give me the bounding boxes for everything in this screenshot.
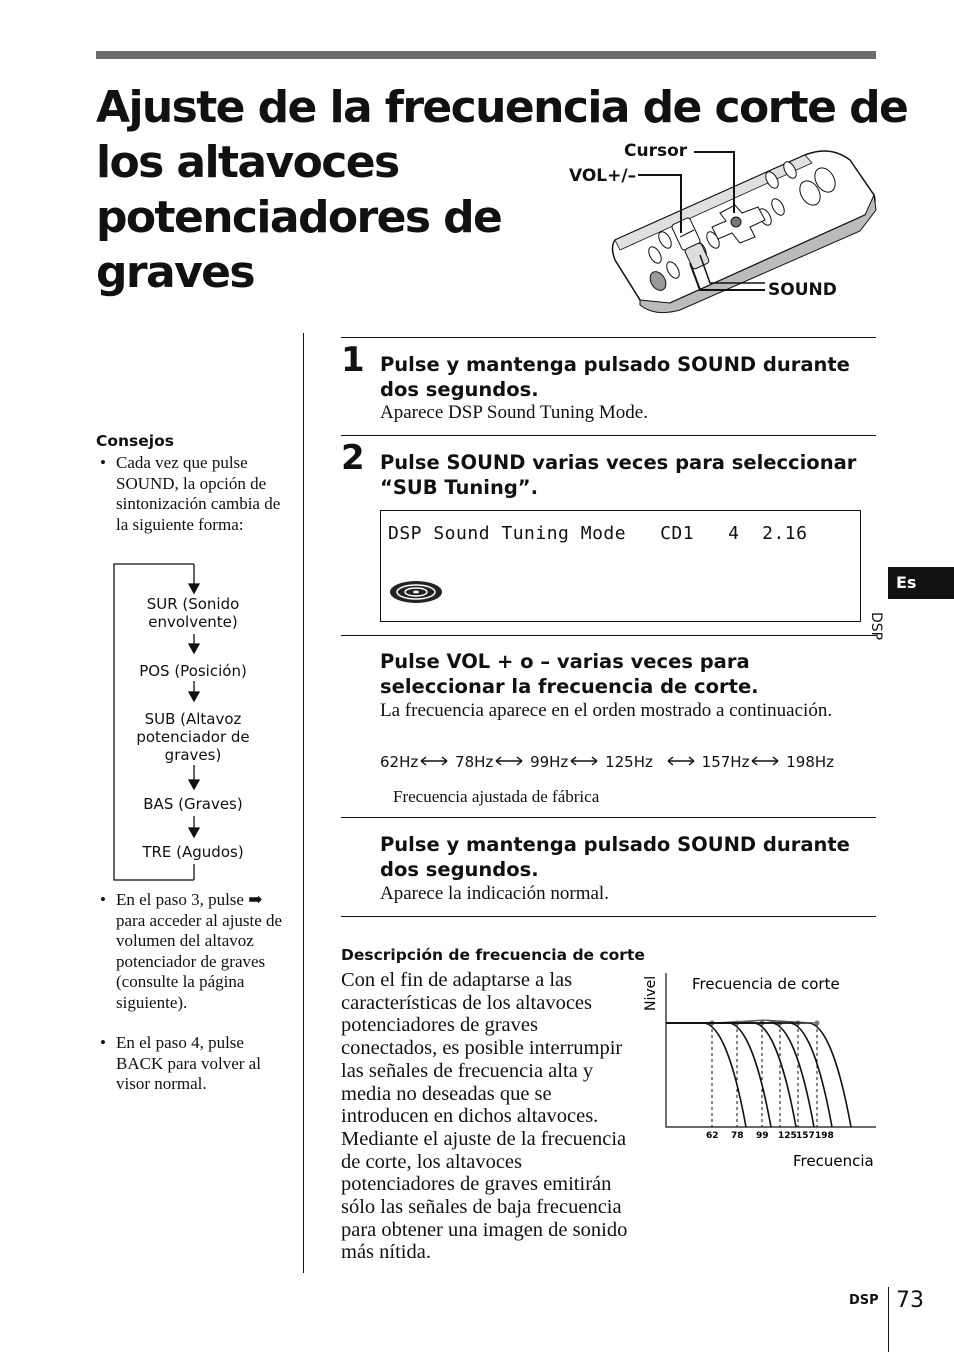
double-arrow-icon [420, 756, 448, 766]
lcd-display [380, 510, 861, 622]
vol-label: VOL+/– [569, 166, 637, 186]
double-arrow-icon [751, 756, 779, 766]
double-arrow-icon [570, 756, 598, 766]
chart-x-label: Frecuencia [793, 1152, 874, 1170]
step-1-rule [341, 337, 876, 338]
double-arrow-icon [667, 756, 695, 766]
tips-title: Consejos [96, 432, 174, 450]
tip-3 [100, 1033, 286, 1095]
step-end-rule [341, 916, 876, 917]
title-line-1: Ajuste de la frecuencia de corte de [96, 82, 908, 133]
page-number: 73 [896, 1288, 924, 1313]
x-tick-157: 157 [796, 1131, 815, 1141]
cutoff-frequency-chart [640, 965, 880, 1175]
flow-item-sur: SUR (Sonido envolvente) [146, 595, 240, 631]
cursor-label: Cursor [624, 141, 688, 161]
language-tab [888, 567, 954, 599]
lcd-display-text: DSP Sound Tuning Mode CD1 4 2.16 [388, 523, 808, 544]
flow-item-tre: TRE (Agudos) [142, 843, 244, 861]
cutoff-curve-78 [666, 1023, 771, 1127]
step-1-number: 1 [341, 340, 365, 380]
frequency-sequence [380, 752, 834, 771]
cutoff-curve-125 [666, 1023, 814, 1127]
freq-125: 125Hz [605, 752, 653, 771]
step-4-body: Aparece la indicación normal. [380, 883, 609, 904]
freq-78: 78Hz [455, 752, 494, 771]
tip-1 [100, 453, 286, 535]
x-tick-62: 62 [706, 1131, 719, 1141]
bullet: • [100, 453, 106, 472]
freq-198: 198Hz [786, 752, 835, 771]
language-tab-label: Es [896, 573, 917, 592]
x-tick-99: 99 [756, 1131, 769, 1141]
flow-item-pos: POS (Posición) [139, 662, 247, 680]
step-2-rule [341, 435, 876, 436]
disc-icon [388, 579, 444, 605]
cutoff-curve-198 [666, 1023, 851, 1127]
chart-y-label: Nivel [643, 975, 659, 1011]
flow-item-sub: SUB (Altavoz potenciador de graves) [136, 710, 250, 764]
step-4-heading: Pulse y mantenga pulsado SOUND durante dos segundos. [380, 833, 850, 881]
freq-62: 62Hz [380, 752, 419, 771]
factory-default-note: Frecuencia ajustada de fábrica [393, 787, 600, 806]
double-arrow-icon [495, 756, 523, 766]
freq-157: 157Hz [701, 752, 750, 771]
title-line-2: los altavoces [96, 137, 399, 188]
sound-label: SOUND [768, 280, 837, 300]
step-3-rule [341, 635, 876, 636]
cutoff-point-198 [815, 1021, 820, 1026]
cutoff-curve-99 [666, 1023, 796, 1127]
tip-2 [100, 890, 286, 1013]
description-title: Descripción de frecuencia de corte [341, 946, 645, 964]
step-2-heading: Pulse SOUND varias veces para seleccionar “SUB Tuning”. [380, 451, 857, 499]
footer-section: DSP [849, 1293, 879, 1308]
title-line-3: potenciadores de [96, 192, 502, 243]
cutoff-curve-62 [666, 1023, 746, 1127]
x-tick-125: 125 [778, 1131, 797, 1141]
bullet: • [100, 890, 106, 909]
tip-3-text: En el paso 4, pulse BACK para volver al visor normal. [116, 1033, 261, 1093]
step-2-number: 2 [341, 438, 365, 478]
chart-title: Frecuencia de corte [692, 975, 840, 993]
x-tick-198: 198 [815, 1131, 834, 1141]
step-3-heading: Pulse VOL + o – varias veces para seleccionar la frecuencia de corte. [380, 650, 759, 698]
step-1-heading: Pulse y mantenga pulsado SOUND durante dos segundos. [380, 353, 850, 401]
title-line-4: graves [96, 247, 254, 298]
top-rule [96, 51, 876, 59]
bullet: • [100, 1033, 106, 1052]
cutoff-curve-157 [666, 1023, 832, 1127]
side-section-label: DSP [868, 612, 884, 641]
freq-99: 99Hz [530, 752, 569, 771]
footer-rule [888, 1287, 889, 1352]
step-4-rule [341, 817, 876, 818]
tip-2-text: En el paso 3, pulse ➡ para acceder al ajuste de volumen del altavoz potenciador de graves (consulte la página siguiente). [116, 890, 283, 1012]
description-body: Con el fin de adaptarse a las características de los altavoces potenciadores de graves conectados, es posible interrumpir las señales de frecuencia alta y media no deseadas que se introducen en dichos altavoces. Mediante el ajuste de la frecuencia de corte, los altavoces potenciadores de graves emitirán sólo las señales de baja frecuencia para obtener una imagen de sonido más nítida. [341, 969, 628, 1264]
step-1-body: Aparece DSP Sound Tuning Mode. [380, 402, 648, 423]
chart-axes [666, 973, 876, 1127]
column-divider [303, 333, 304, 1273]
tip-1-text: Cada vez que pulse SOUND, la opción de sintonización cambia de la siguiente forma: [116, 453, 281, 534]
flow-item-bas: BAS (Graves) [143, 795, 243, 813]
step-3-body: La frecuencia aparece en el orden mostrado a continuación. [380, 700, 833, 721]
x-tick-78: 78 [731, 1131, 744, 1141]
